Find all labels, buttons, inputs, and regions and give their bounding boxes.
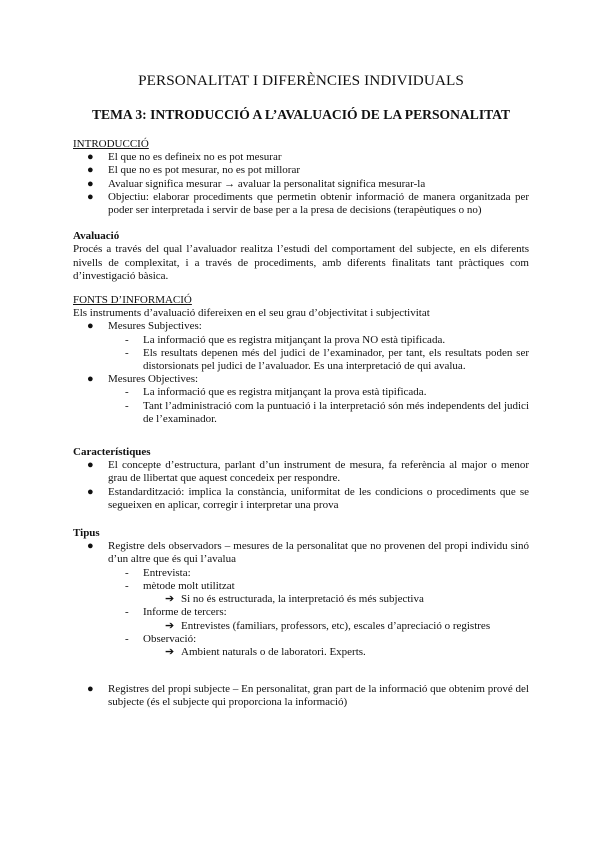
list-item: - La informació que es registra mitjançant la prova està tipificada. [125,386,427,399]
document-subtitle: TEMA 3: INTRODUCCIÓ A L’AVALUACIÓ DE LA PERSONALITAT [91,107,511,122]
bullet-icon: ● [87,540,94,553]
document-title: PERSONALITAT I DIFERÈNCIES INDIVIDUALS [138,72,464,89]
dash-icon: - [125,606,129,619]
list-item: ● Avaluar significa mesurar → avaluar la personalitat significa mesurar-la [87,177,426,190]
subjectives-label: Mesures Subjectives: [108,320,202,333]
tipus-sublist-2 [73,606,529,619]
dash-icon: - [125,399,129,412]
bullet-icon: ● [87,373,94,386]
fonts-list-2 [73,373,529,386]
section-heading-tipus: Tipus [73,527,100,540]
list-item: - mètode molt utilitzat [125,579,235,592]
list-item: ● Registre dels observadors – mesures de la personalitat que no provenen del propi individu sinó d’un altre que és qui l’avalua [87,540,529,566]
bullet-icon: ● [87,485,94,498]
list-item: - Informe de tercers: [125,606,227,619]
caracteristiques-list [73,459,529,512]
bullet-icon: ● [87,320,94,333]
informe-arrow-list [73,620,529,633]
tipus-sublist [73,567,529,593]
bullet-icon: ● [87,459,94,472]
observacio-arrow-list [73,646,529,659]
list-item: ● El concepte d’estructura, parlant d’un instrument de mesura, fa referència al major o menor grau de llibertat que aquest concedeix per respondre. [87,459,529,485]
bullet-icon: ● [87,683,94,696]
list-item: ● Registres del propi subjecte – En personalitat, gran part de la informació que obtenim prové del subjecte (és el subjecte qui proporciona la informació) [87,683,529,709]
dash-icon: - [125,333,129,346]
section-heading-fonts: FONTS D’INFORMACIÓ [73,294,192,307]
dash-icon: - [125,579,129,592]
list-item: ● Estandardització: implica la constància, uniformitat de les condicions o procediments que se segueixen en aplicar, corregir i interpretar una prova [87,485,529,511]
section-heading-avaluacio: Avaluació [73,230,120,243]
list-item: ➔ Si no és estructurada, la interpretació és més subjectiva [165,593,424,606]
bullet-icon: ● [87,164,94,177]
list-item: - Entrevista: [125,566,191,579]
tipus-list [73,540,529,566]
avaluacio-paragraph: Procés a través del qual l’avaluador realitza l’estudi del comportament del subjecte, en els diferents nivells de complexitat, i a través de procediments, amb diferents finalitats tant pràctiques com d’investigació bàsica. [73,243,529,282]
list-item: ➔ Entrevistes (familiars, professors, etc), escales d’apreciació o registres [165,619,491,632]
section-heading-caracteristiques: Característiques [73,446,151,459]
fonts-list [73,320,529,333]
list-item [73,373,529,386]
bullet-icon: ● [87,177,94,190]
list-item: - La informació que es registra mitjançant la prova NO està tipificada. [125,333,446,346]
list-item: ● Objectiu: elaborar procediments que permetin obtenir informació de manera organitzada per poder ser interpretada i servir de base per a la presa de decisions (terapèutiques o no) [87,190,529,217]
list-item: - Tant l’administració com la puntuació i la interpretació són més independents del judici de l’examinador. [125,399,529,425]
arrow-right-icon: ➔ [165,645,175,658]
objectives-sublist [73,386,529,426]
dash-icon: - [125,566,129,579]
list-item: ➔ Ambient naturals o de laboratori. Experts. [165,645,366,658]
subjectives-sublist [73,334,529,374]
tipus-sublist-3 [73,633,529,646]
fonts-intro: Els instruments d’avaluació difereixen en el seu grau d’objectivitat i subjectivitat [73,307,430,320]
list-item: - Els resultats depenen més del judici de l’examinador, per tant, els resultats poden ser distorsionats pel judici de l’avaluador. Es una interpretació de qui avalua. [125,346,529,373]
list-item: - Observació: [125,632,197,645]
dash-icon: - [125,346,129,359]
introduccio-list [73,151,529,217]
list-item: ● El que no es pot mesurar, no es pot millorar [87,164,301,177]
document-content [73,72,529,710]
dash-icon: - [125,632,129,645]
metode-arrow-list [73,593,529,606]
bullet-icon: ● [87,190,94,203]
bullet-icon: ● [87,151,94,164]
arrow-right-icon: ➔ [165,619,175,632]
list-item [73,320,529,333]
tipus-list-2 [73,683,529,709]
section-heading-introduccio: INTRODUCCIÓ [73,138,149,150]
list-item: ● El que no es defineix no es pot mesurar [87,151,282,164]
arrow-right-icon: ➔ [165,593,175,606]
dash-icon: - [125,386,129,399]
objectives-label: Mesures Objectives: [108,373,199,386]
